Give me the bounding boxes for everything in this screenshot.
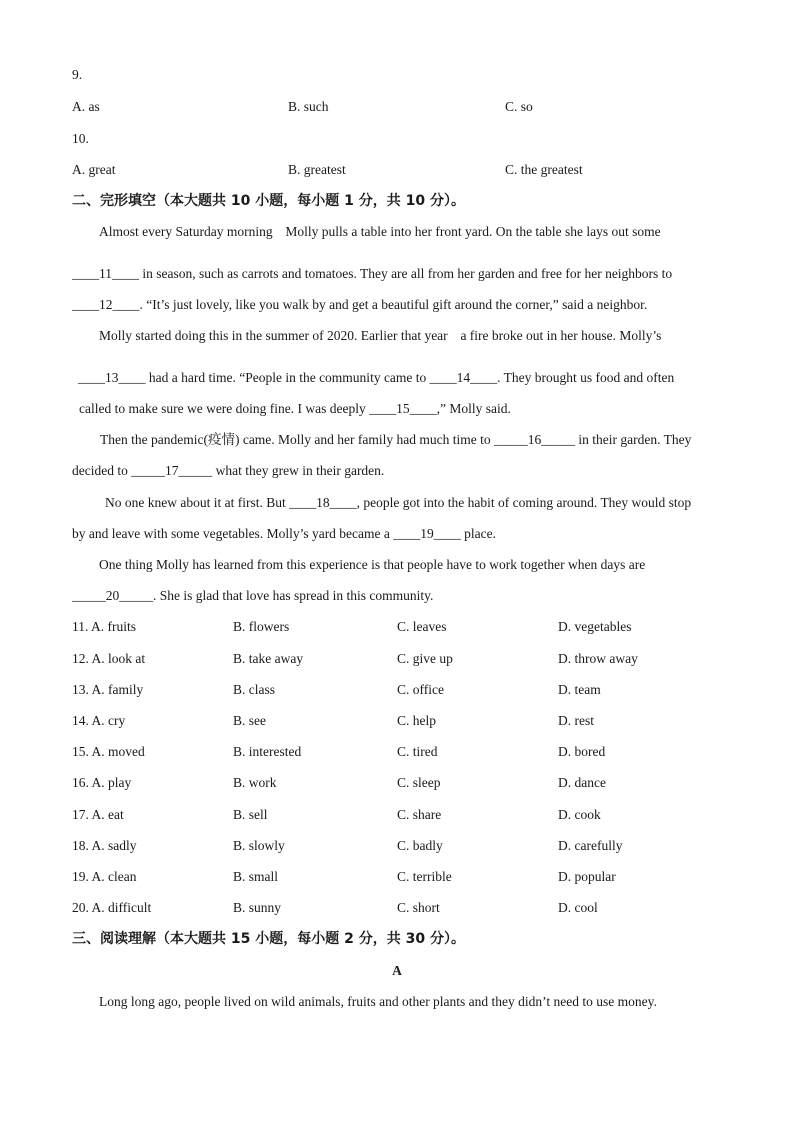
q18-option-d[interactable]: D. carefully xyxy=(558,838,623,853)
q19-option-b[interactable]: B. small xyxy=(233,869,279,884)
question-10-option-c: C. the greatest xyxy=(505,162,583,177)
question-10-number: 10. xyxy=(72,131,89,146)
cloze-p2-text-b: a fire broke out in her house. Molly’s xyxy=(460,328,662,343)
cloze-p2-text-a: Molly started doing this in the summer of 2020. Earlier that year xyxy=(99,328,448,343)
cloze-p4-line1 xyxy=(105,494,691,512)
q17-option-b[interactable]: B. sell xyxy=(233,807,268,822)
blank-19[interactable]: ____19____ xyxy=(393,526,461,541)
question-9-option-a: A. as xyxy=(72,99,100,114)
q17-option-a[interactable]: 17. A. eat xyxy=(72,807,124,822)
cloze-p3-text-c: decided to xyxy=(72,463,132,478)
passage-title: A xyxy=(392,963,402,978)
question-9-option-b: B. such xyxy=(288,99,329,114)
q16-option-c[interactable]: C. sleep xyxy=(397,775,441,790)
q11-option-b[interactable]: B. flowers xyxy=(233,619,290,634)
cloze-p5-text-a: . She is glad that love has spread in this community. xyxy=(153,588,434,603)
cloze-p3-line1 xyxy=(100,431,691,449)
cloze-p2-line3 xyxy=(79,400,511,418)
q11-option-d[interactable]: D. vegetables xyxy=(558,619,632,634)
cloze-p1-text-a: Almost every Saturday morning xyxy=(99,224,273,239)
cloze-p1-text-d: . “It’s just lovely, like you walk by and get a beautiful gift around the corner,” said a neighbor. xyxy=(139,297,648,312)
q14-option-d[interactable]: D. rest xyxy=(558,713,594,728)
q15-option-b[interactable]: B. interested xyxy=(233,744,302,759)
q12-option-c[interactable]: C. give up xyxy=(397,651,453,666)
q12-option-d[interactable]: D. throw away xyxy=(558,651,638,666)
q15-option-a[interactable]: 15. A. moved xyxy=(72,744,145,759)
q13-option-d[interactable]: D. team xyxy=(558,682,601,697)
question-9-option-c: C. so xyxy=(505,99,533,114)
blank-20[interactable]: _____20_____ xyxy=(72,588,153,603)
cloze-p3-text-b: in their garden. They xyxy=(575,432,692,447)
cloze-p4-text-c: by and leave with some vegetables. Molly’s yard became a xyxy=(72,526,394,541)
question-9-number: 9. xyxy=(72,67,83,82)
q19-option-c[interactable]: C. terrible xyxy=(397,869,452,884)
cloze-p2-line1 xyxy=(99,327,661,345)
cloze-p5-line2 xyxy=(72,587,433,605)
cloze-p4-text-a: No one knew about it at first. But xyxy=(105,495,290,510)
q19-option-a[interactable]: 19. A. clean xyxy=(72,869,137,884)
cloze-p2-text-f: ,” Molly said. xyxy=(436,401,511,416)
cloze-p2-text-d: . They brought us food and often xyxy=(497,370,675,385)
blank-11[interactable]: ____11____ xyxy=(72,266,139,281)
blank-14[interactable]: ____14____ xyxy=(429,370,498,385)
q19-option-d[interactable]: D. popular xyxy=(558,869,616,884)
q15-option-d[interactable]: D. bored xyxy=(558,744,606,759)
cloze-p1-line2 xyxy=(72,265,672,283)
cloze-p4-text-d: place. xyxy=(460,526,497,541)
cloze-p3-line2 xyxy=(72,462,384,480)
q16-option-a[interactable]: 16. A. play xyxy=(72,775,132,790)
q13-option-b[interactable]: B. class xyxy=(233,682,275,697)
cloze-p1-text-b: Molly pulls a table into her front yard. On the table she lays out some xyxy=(285,224,661,239)
cloze-p2-text-c: had a hard time. “People in the community came to xyxy=(145,370,430,385)
cloze-p1-line1 xyxy=(99,223,661,241)
blank-13[interactable]: ____13____ xyxy=(78,370,146,385)
q18-option-c[interactable]: C. badly xyxy=(397,838,443,853)
cloze-p4-text-b: , people got into the habit of coming around. They would stop xyxy=(356,495,692,510)
blank-16[interactable]: _____16_____ xyxy=(494,432,576,447)
q16-option-b[interactable]: B. work xyxy=(233,775,277,790)
section-3-heading: 三、阅读理解（本大题共 15 小题，每小题 2 分，共 30 分）。 xyxy=(72,931,465,947)
cloze-p4-line2 xyxy=(72,525,496,543)
q16-option-d[interactable]: D. dance xyxy=(558,775,606,790)
q20-option-d[interactable]: D. cool xyxy=(558,900,598,915)
q17-option-c[interactable]: C. share xyxy=(397,807,442,822)
section-2-heading: 二、完形填空（本大题共 10 小题，每小题 1 分，共 10 分）。 xyxy=(72,193,465,209)
q20-option-a[interactable]: 20. A. difficult xyxy=(72,900,152,915)
q18-option-b[interactable]: B. slowly xyxy=(233,838,285,853)
cloze-p3-text-d: what they grew in their garden. xyxy=(212,463,385,478)
question-10-option-a: A. great xyxy=(72,162,116,177)
blank-12[interactable]: ____12____ xyxy=(72,297,140,312)
cloze-p3-text-a: Then the pandemic(疫情) came. Molly and her family had much time to xyxy=(100,432,495,447)
q13-option-a[interactable]: 13. A. family xyxy=(72,682,144,697)
q18-option-a[interactable]: 18. A. sadly xyxy=(72,838,137,853)
q13-option-c[interactable]: C. office xyxy=(397,682,444,697)
blank-15[interactable]: ____15____ xyxy=(369,401,437,416)
blank-17[interactable]: _____17_____ xyxy=(131,463,213,478)
cloze-p1-text-c: in season, such as carrots and tomatoes. They are all from her garden and free for her neighbors to xyxy=(139,266,673,281)
q15-option-c[interactable]: C. tired xyxy=(397,744,438,759)
cloze-p5-line1: One thing Molly has learned from this experience is that people have to work together when days are xyxy=(99,557,646,572)
q12-option-a[interactable]: 12. A. look at xyxy=(72,651,146,666)
q14-option-a[interactable]: 14. A. cry xyxy=(72,713,126,728)
question-10-option-b: B. greatest xyxy=(288,162,346,177)
q11-option-a[interactable]: 11. A. fruits xyxy=(72,619,136,634)
cloze-p1-line3 xyxy=(72,296,647,314)
cloze-p2-line2 xyxy=(78,369,674,387)
q14-option-c[interactable]: C. help xyxy=(397,713,436,728)
q17-option-d[interactable]: D. cook xyxy=(558,807,601,822)
q20-option-b[interactable]: B. sunny xyxy=(233,900,282,915)
q12-option-b[interactable]: B. take away xyxy=(233,651,304,666)
q20-option-c[interactable]: C. short xyxy=(397,900,440,915)
q14-option-b[interactable]: B. see xyxy=(233,713,266,728)
blank-18[interactable]: ____18____ xyxy=(289,495,357,510)
cloze-p2-text-e: called to make sure we were doing fine. I was deeply xyxy=(79,401,370,416)
q11-option-c[interactable]: C. leaves xyxy=(397,619,447,634)
reading-p1-line1: Long long ago, people lived on wild animals, fruits and other plants and they didn’t need to use money. xyxy=(99,994,657,1009)
